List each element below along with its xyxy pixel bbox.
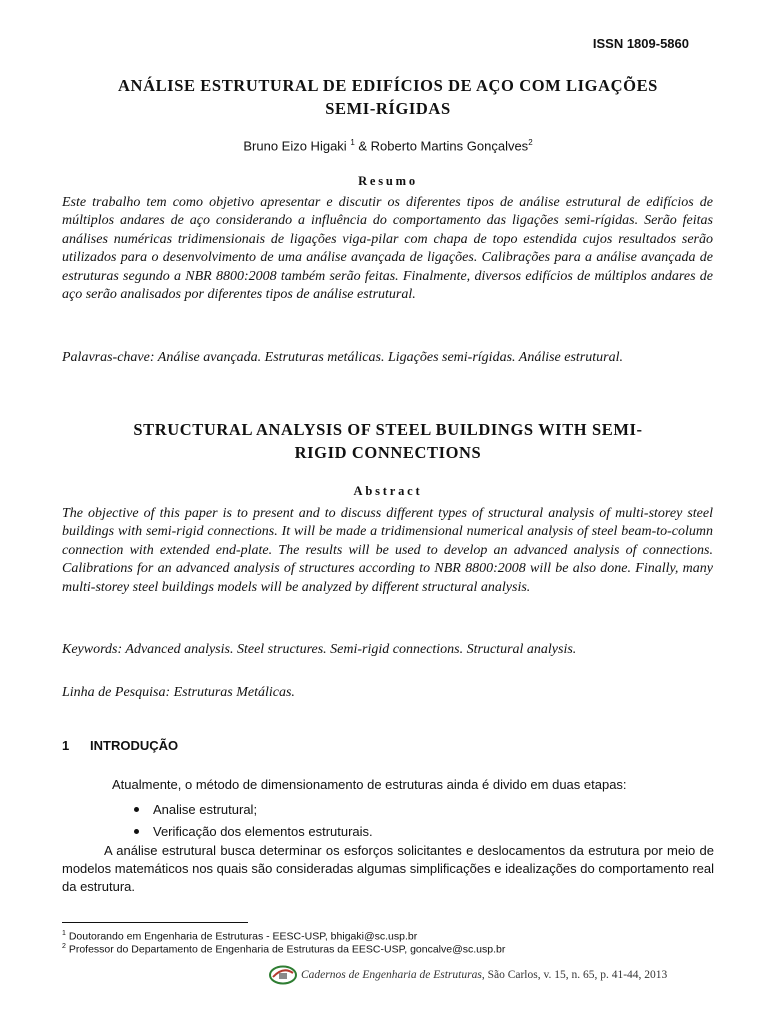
intro-paragraph-2: A análise estrutural busca determinar os esforços solicitantes e deslocamentos da estrutura por meio de modelos matemáticos nos quais são consideradas algumas simplificações e idealizações do comportamento real da estrutura. xyxy=(62,843,714,894)
section-number: 1 xyxy=(62,738,70,753)
journal-name: Cadernos de Engenharia de Estruturas xyxy=(301,969,482,981)
intro-paragraph-1: Atualmente, o método de dimensionamento de estruturas ainda é divido em duas etapas: xyxy=(112,777,627,792)
bullet-icon xyxy=(134,807,139,812)
bullet-icon xyxy=(134,829,139,834)
title-en-line1: STRUCTURAL ANALYSIS OF STEEL BUILDINGS WITH SEMI- xyxy=(133,420,643,439)
footnote-1-mark: 1 xyxy=(62,930,66,937)
author-2: Roberto Martins Gonçalves xyxy=(370,138,529,154)
resumo-heading: Resumo xyxy=(358,174,418,188)
footnote-2 xyxy=(62,940,505,957)
keywords: Keywords: Advanced analysis. Steel structures. Semi-rigid connections. Structural analysis. xyxy=(62,642,577,657)
title-en-line2: RIGID CONNECTIONS xyxy=(294,443,482,462)
journal-footer xyxy=(268,962,667,988)
footnote-2-mark: 2 xyxy=(62,943,66,950)
authors xyxy=(62,138,714,153)
resumo-text: Este trabalho tem como objetivo apresentar e discutir os diferentes tipos de análise estrutural de edifícios de múltiplos andares de aço considerando a influência do comportamento das ligações semi-rígidas. Serão feitas análises numéricas tridimensionais de ligações viga-pilar com chapa de topo estendida cujos resultados serão utilizados para o desenvolvimento de uma análise avançada de ligações. Calibrações para a análise avançada de estruturas segundo a NBR 8800:2008 também serão feitas. Finalmente, diversos edifícios de múltiplos andares de aço serão analisados por diferentes tipos de análise estrutural. xyxy=(62,195,713,303)
title-en xyxy=(62,418,714,464)
footnote-1-text: Doutorando em Engenharia de Estruturas - EESC-USP, bhigaki@sc.usp.br xyxy=(65,930,418,943)
footnote-divider xyxy=(62,922,248,923)
issn-number: ISSN 1809-5860 xyxy=(592,36,689,51)
palavras-chave: Palavras-chave: Análise avançada. Estruturas metálicas. Ligações semi-rígidas. Análise estrutural. xyxy=(62,350,623,365)
journal-logo-icon xyxy=(268,964,298,986)
abstract-heading: Abstract xyxy=(353,484,423,498)
author-1-footnote-mark: 1 xyxy=(350,138,355,147)
list-item: Verificação dos elementos estruturais. xyxy=(130,821,373,843)
author-separator: & xyxy=(354,138,371,154)
abstract-text: The objective of this paper is to present and to discuss different types of structural analysis of multi-storey steel buildings with semi-rigid connections. It will be made a tridimensional numerical analysis of steel beam-to-column connection with extended end-plate. The results will be used to develop an advanced analysis of connections. Calibrations for an advanced analysis of structures according to NBR 8800:2008 will be also done. Finally, many multi-storey steel buildings models will be analyzed by different structural analysis. xyxy=(62,506,713,595)
section-title: INTRODUÇÃO xyxy=(90,738,179,753)
list-item: Analise estrutural; xyxy=(130,799,373,821)
author-1: Bruno Eizo Higaki xyxy=(243,138,347,154)
title-pt-line2: SEMI-RÍGIDAS xyxy=(325,99,451,118)
journal-citation xyxy=(301,969,667,981)
research-line: Linha de Pesquisa: Estruturas Metálicas. xyxy=(62,685,295,700)
journal-details: , São Carlos, v. 15, n. 65, p. 41-44, 2013 xyxy=(481,969,668,981)
title-pt xyxy=(62,74,714,120)
footnote-2-text: Professor do Departamento de Engenharia de Estruturas da EESC-USP, goncalve@sc.usp.br xyxy=(65,943,506,956)
section-heading-introducao xyxy=(62,738,178,753)
author-2-footnote-mark: 2 xyxy=(528,138,533,147)
intro-bullet-list xyxy=(130,799,373,843)
title-pt-line1: ANÁLISE ESTRUTURAL DE EDIFÍCIOS DE AÇO COM LIGAÇÕES xyxy=(118,76,658,95)
